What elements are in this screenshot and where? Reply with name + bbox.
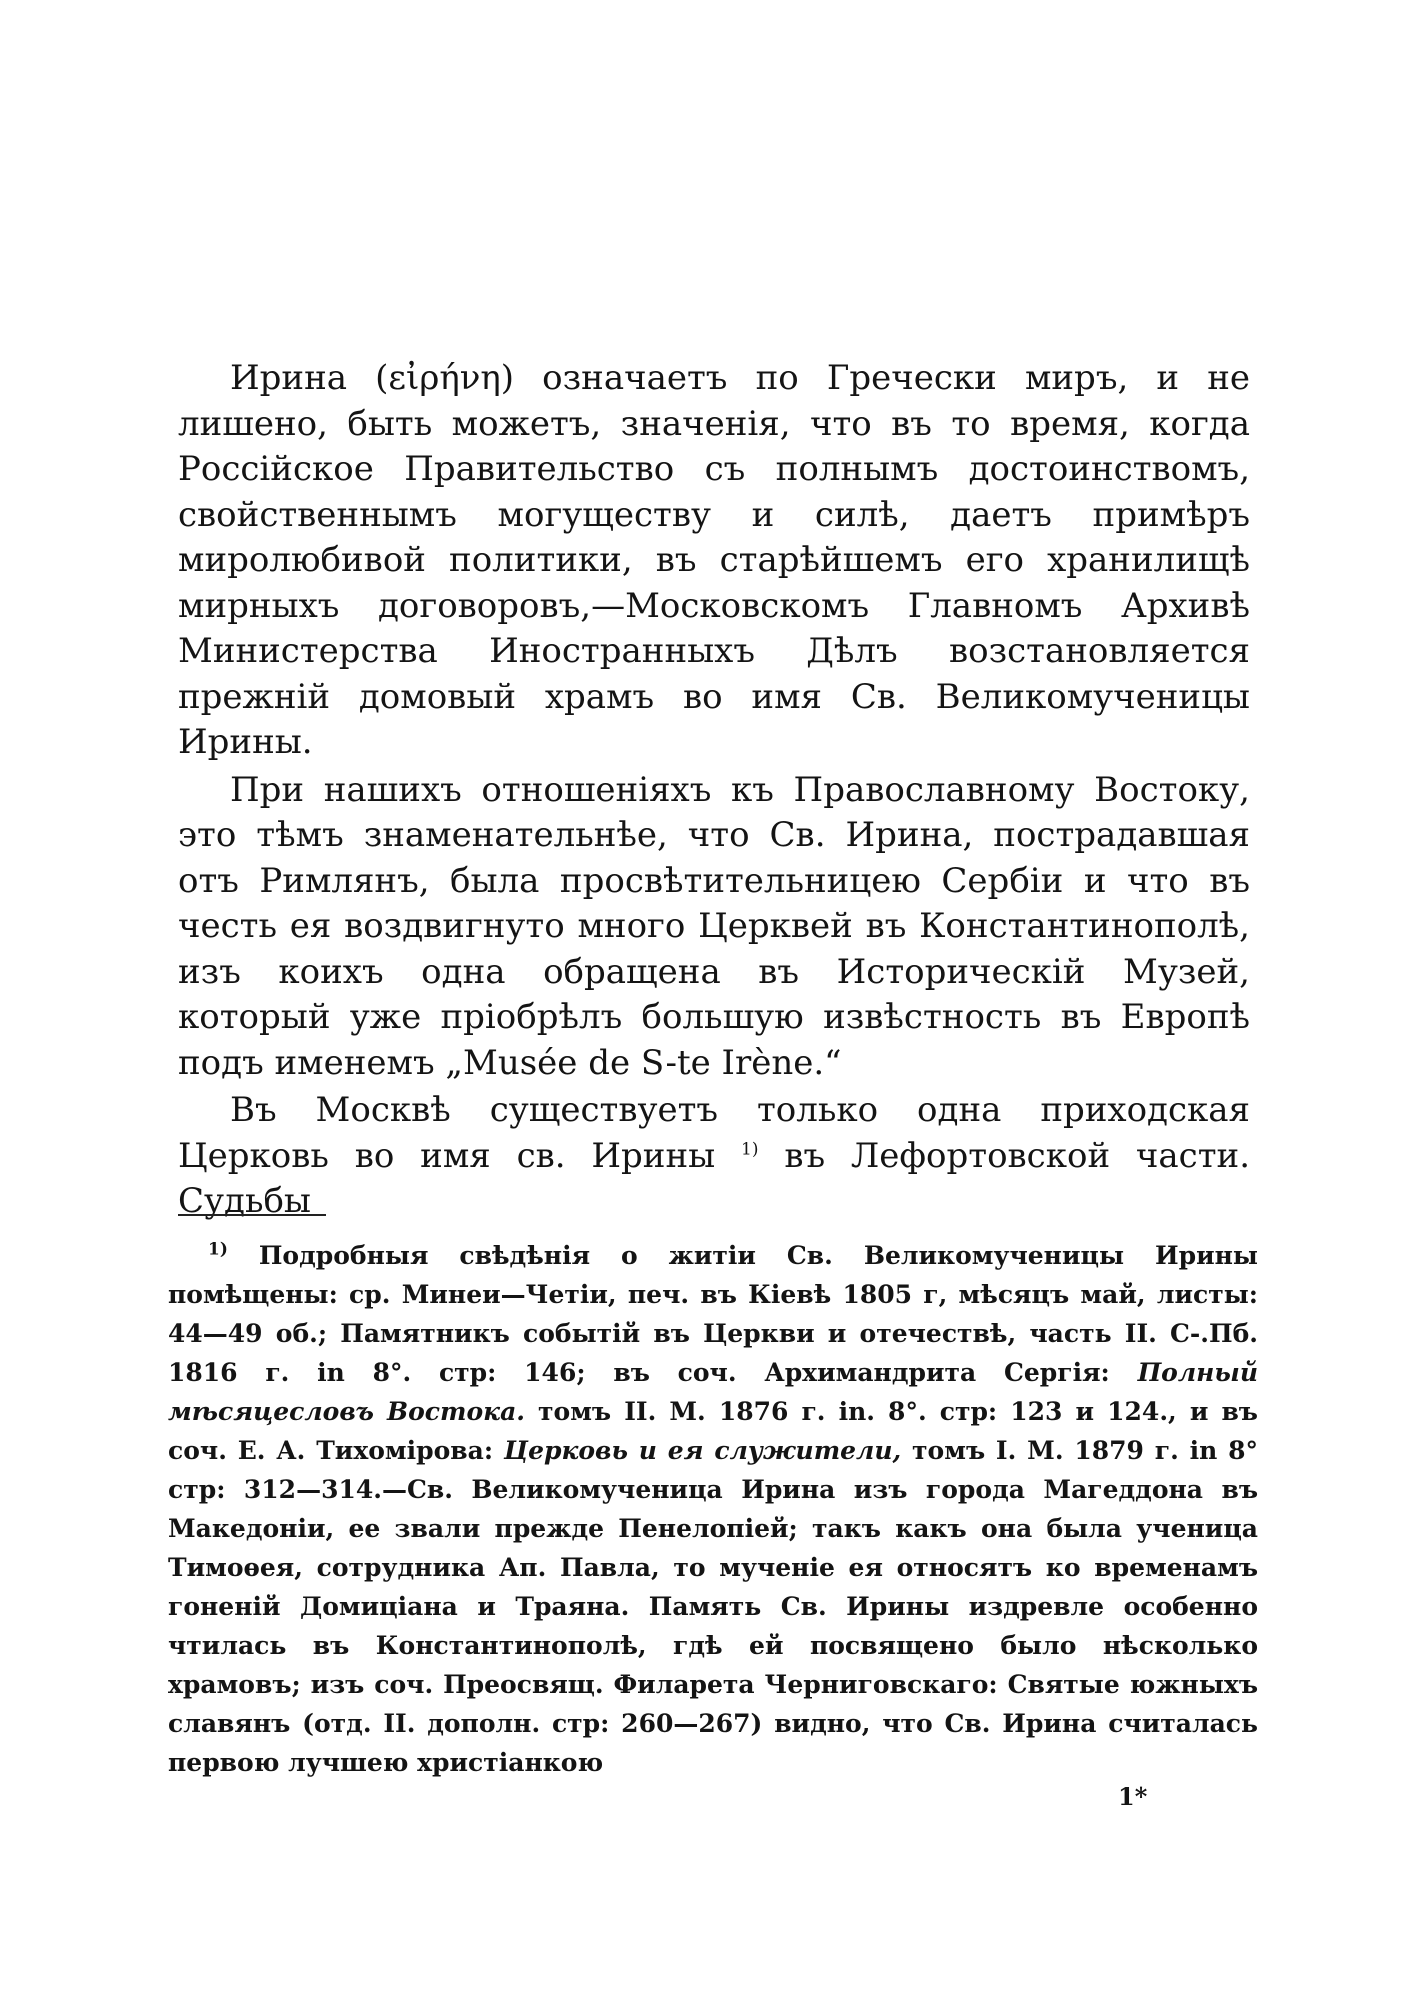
footnote-mark: 1) bbox=[208, 1239, 228, 1260]
footnote-text-part-1: Подробныя свѣдѣнія о житіи Св. Великомученицы Ирины помѣщены: ср. Минеи—Четіи, печ. въ Кіевѣ 1805 г, мѣсяцъ май, листы: 44—49 об.; Памятникъ событій въ Церкви и отечествѣ, часть II. С-.Пб. 1816 г. in 8°. стр: 146; въ соч. Архимандрита Сергія: bbox=[168, 1241, 1258, 1387]
footnote-1 bbox=[168, 1236, 1258, 1782]
footnote-italic-title-1: Полный мѣсяцесловъ Востока. bbox=[168, 1358, 1258, 1426]
footnote-text-part-2: томъ II. М. 1876 г. in. 8°. стр: 123 и 124., и въ соч. Е. А. Тихомірова: bbox=[168, 1397, 1258, 1465]
signature-mark: 1* bbox=[1118, 1782, 1148, 1811]
footnote-italic-title-2: Церковь и ея служители, bbox=[503, 1436, 902, 1465]
paragraph-1: Ирина (εἰρήνη) означаетъ по Гречески миръ, и не лишено, быть можетъ, значенія, что въ то время, когда Россійское Правительство съ полнымъ достоинствомъ, свойственнымъ могуществу и силѣ, даетъ примѣръ миролюбивой политики, въ старѣйшемъ его хранилищѣ мирныхъ договоровъ,—Московскомъ Главномъ Архивѣ Министерства Иностранныхъ Дѣлъ возстановляется прежній домовый храмъ во имя Св. Великомученицы Ирины. bbox=[178, 358, 1250, 762]
footnote-reference: 1) bbox=[741, 1139, 759, 1160]
footnote-text-part-3: томъ I. М. 1879 г. in 8° стр: 312—314.—Св. Великомученица Ирина изъ города Магеддона въ Македоніи, ее звали прежде Пенелопіей; такъ какъ она была ученица Тимоѳея, сотрудника Ап. Павла, то мученіе ея относятъ ко временамъ гоненій Домиціана и Траяна. Память Св. Ирины издревле особенно чтилась въ Константинополѣ, гдѣ ей посвящено было нѣсколько храмовъ; изъ соч. Преосвящ. Филарета Черниговскаго: Святые южныхъ славянъ (отд. II. дополн. стр: 260—267) видно, что Св. Ирина считалась первою лучшею христіанкою bbox=[168, 1436, 1258, 1777]
main-text bbox=[178, 356, 1250, 1227]
paragraph-3-text-before: Въ Москвѣ существуетъ только одна приходская Церковь во имя св. Ирины bbox=[178, 1090, 1250, 1176]
paragraph-3 bbox=[178, 1088, 1250, 1225]
paragraph-2: При нашихъ отношеніяхъ къ Православному Востоку, это тѣмъ знаменательнѣе, что Св. Ирина, пострадавшая отъ Римлянъ, была просвѣтительницею Сербіи и что въ честь ея воздвигнуто много Церквей въ Константинополѣ, изъ коихъ одна обращена въ Историческій Музей, который уже пріобрѣлъ большую извѣстность въ Европѣ подъ именемъ „Musée de S-te Irène.“ bbox=[178, 769, 1250, 1083]
footnote-separator bbox=[178, 1214, 326, 1216]
footnotes bbox=[168, 1236, 1258, 1782]
paragraph-3-text-after: въ Лефортовской части. Судьбы bbox=[178, 1135, 1251, 1221]
